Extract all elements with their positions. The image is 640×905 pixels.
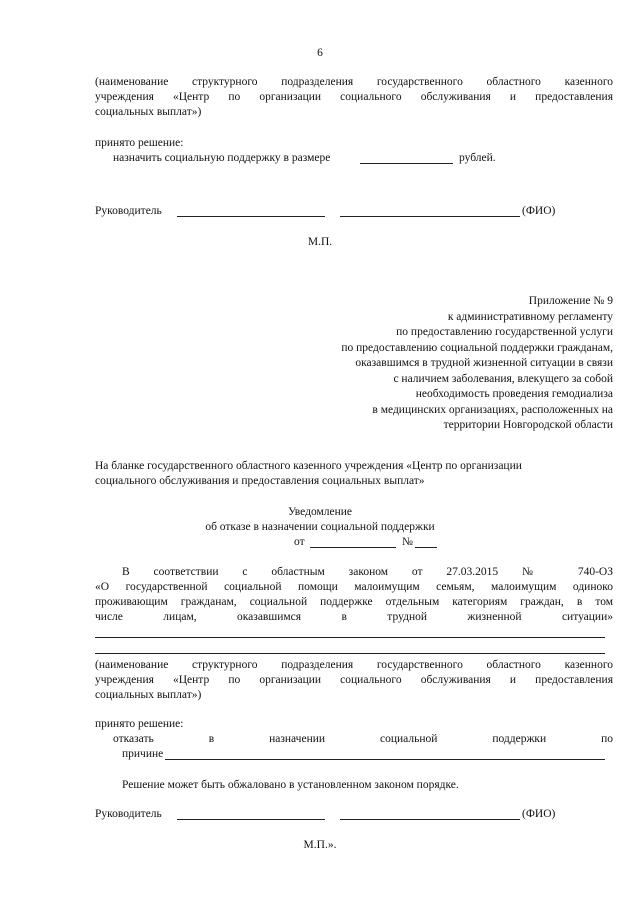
appendix-line: в медицинских организациях, расположенных на [372,403,613,416]
body-para-line-2: «О государственной социальной помощи малоимущим семьям, малоимущим одиноко [95,581,613,593]
top-caption-line-1: (наименование структурного подразделения государственного областного казенного [95,76,613,88]
top-caption-line-3: социальных выплат») [95,106,202,118]
letterhead-line-2: социального обслуживания и предоставления социальных выплат» [95,475,425,487]
top-caption-line-2: учреждения «Центр по организации социального обслуживания и предоставления [95,91,613,103]
appendix-block [300,294,613,434]
body-caption-line-2: учреждения «Центр по организации социального обслуживания и предоставления [95,674,613,686]
body-signature-blank [177,819,325,820]
top-stamp: М.П. [307,236,333,248]
appendix-line: Приложение № 9 [528,295,613,307]
body-stamp: М.П.». [303,839,337,851]
notice-title: Уведомление [287,506,353,518]
notice-number-blank [415,547,437,548]
letterhead-line-1: На бланке государственного областного казенного учреждения «Центр по организации [95,460,522,472]
top-decision-label: принято решение: [95,137,184,149]
appendix-line: к административному регламенту [447,310,613,323]
body-para-line-3: проживающим гражданам, социальной поддержке отдельным категориям граждан, в том [95,596,613,608]
appendix-line: необходимость проведения гемодиализа [415,388,613,400]
appendix-line: по предоставлению социальной поддержки гражданам, [341,341,613,354]
notice-subtitle: об отказе в назначении социальной поддержки [205,521,435,533]
body-fio-label: (ФИО) [522,808,556,820]
body-refuse-line: отказать в назначении социальной поддержки по [113,733,613,745]
body-decision-label: принято решение: [95,718,184,730]
body-blank-line-1 [95,637,605,638]
body-head-label: Руководитель [95,808,162,820]
page-number: 6 [317,47,323,59]
appeal-text: Решение может быть обжаловано в установленном законом порядке. [122,779,459,791]
top-fio-label: (ФИО) [522,205,556,217]
appendix-line: оказавшимся в трудной жизненной ситуации в связи [355,357,613,369]
body-reason-label: причине [122,748,164,760]
appendix-line: с наличием заболевания, влекущего за собой [393,372,613,385]
body-caption-line-1: (наименование структурного подразделения государственного областного казенного [95,659,613,671]
amount-blank [360,163,453,164]
top-fio-blank [340,216,520,217]
appendix-line: территории Новгородской области [443,419,613,431]
top-signature-blank [177,216,325,217]
body-blank-line-2 [95,653,605,654]
top-currency: рублей. [459,152,496,164]
reason-blank [165,759,605,760]
top-decision-text: назначить социальную поддержку в размере [113,152,331,164]
notice-date-blank [310,547,396,548]
appendix-line: по предоставлению государственной услуги [396,326,613,338]
body-para-line-1: В соответствии с областным законом от 27.03.2015 № 740-ОЗ [122,566,613,578]
notice-from-label: от [294,536,305,548]
body-fio-blank [340,819,520,820]
top-head-label: Руководитель [95,205,162,217]
body-caption-line-3: социальных выплат») [95,689,202,701]
notice-number-sign: № [402,536,413,548]
body-para-line-4: числе лицам, оказавшимся в трудной жизненной ситуации» [95,611,613,623]
